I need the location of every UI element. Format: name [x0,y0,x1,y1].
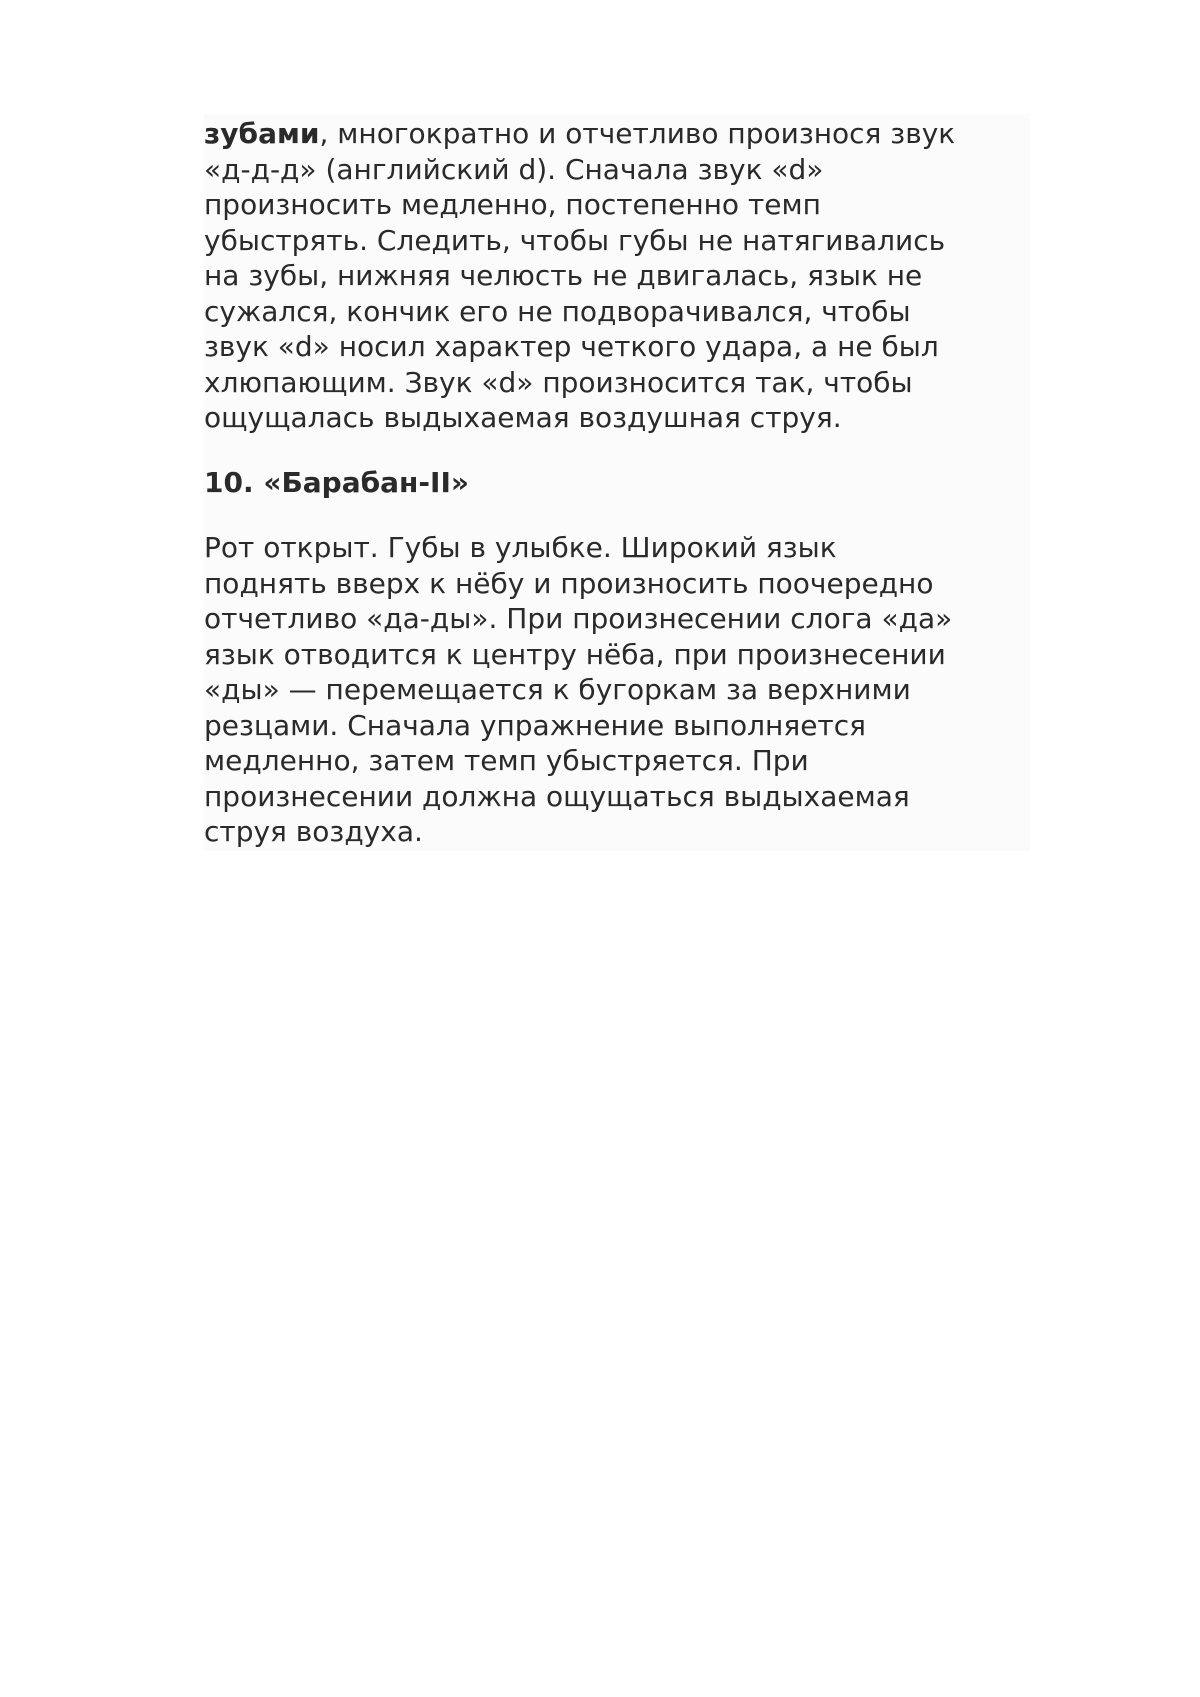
paragraph-baraban [204,530,1030,850]
content-block [204,114,1030,851]
paragraph-line: убыстрять. Следить, чтобы губы не натягивались [204,223,946,257]
paragraph-line: «д-д-д» (английский d). Сначала звук «d» [204,152,824,186]
paragraph-line: произносить медленно, постепенно темп [204,188,821,221]
paragraph-line [204,116,1030,152]
paragraph-line: сужался, кончик его не подворачивался, чтобы [204,294,911,328]
paragraph-line: произнесении должна ощущаться выдыхаемая [204,779,910,813]
paragraph-line: «ды» — перемещается к бугоркам за верхними [204,673,911,706]
paragraph-line: звук «d» носил характер четкого удара, а не был [204,330,939,363]
paragraph-line: резцами. Сначала упражнение выполняется [204,708,866,742]
paragraph-line: медленно, затем темп убыстряется. При [204,744,809,777]
paragraph-line: струя воздуха. [204,815,423,848]
bold-term: зубами [204,117,320,150]
paragraph-line: ощущалась выдыхаемая воздушная струя. [204,401,842,434]
paragraph-line: хлюпающим. Звук «d» произносится так, чтобы [204,365,913,399]
paragraph-line: отчетливо «да-ды». При произнесении слога «да» [204,602,953,635]
paragraph-line: Рот открыт. Губы в улыбке. Широкий язык [204,531,837,564]
section-heading: 10. «Барабан-II» [204,466,469,499]
paragraph-line: поднять вверх к нёбу и произносить поочередно [204,566,934,600]
paragraph-line: на зубы, нижняя челюсть не двигалась, язык не [204,259,923,292]
line-text: , многократно и отчетливо произнося звук [319,117,956,150]
paragraph-zubami [204,116,1030,436]
paragraph-line: язык отводится к центру нёба, при произнесении [204,637,946,671]
